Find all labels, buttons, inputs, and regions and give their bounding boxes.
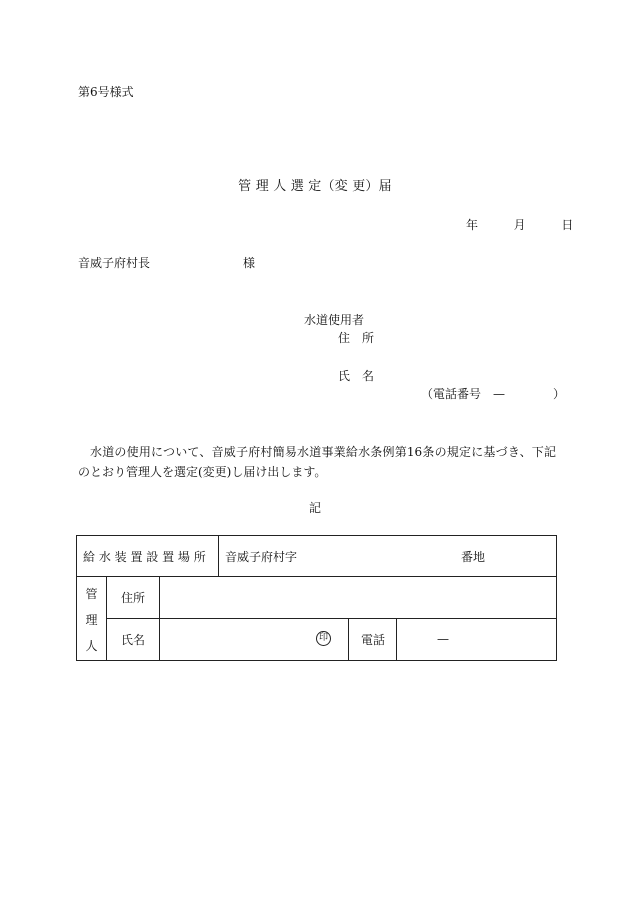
applicant-phone-line: （電話番号 — ）	[421, 387, 566, 401]
body-paragraph	[78, 442, 556, 482]
ki-heading: 記	[308, 501, 321, 515]
applicant-name-label: 氏 名	[338, 369, 375, 383]
manager-char: 人	[85, 638, 98, 653]
table-col-divider	[396, 618, 397, 660]
table-row-divider	[106, 618, 556, 619]
manager-label	[77, 577, 106, 661]
form-number: 第6号様式	[78, 85, 134, 99]
location-label: 給 水 装 置 設 置 場 所	[83, 549, 206, 564]
body-text: 水道の使用について、音威子府村簡易水道事業給水条例第16条の規定に基づき、下記のとおり管理人を選定(変更)し届け出します。	[78, 445, 556, 479]
table-row-divider	[77, 576, 556, 577]
seal-mark: 印	[316, 631, 331, 646]
table-col-divider	[106, 576, 107, 660]
applicant-address-label: 住 所	[338, 331, 375, 345]
honorific: 様	[243, 256, 256, 270]
manager-name-label: 氏名	[121, 632, 146, 647]
manager-char: 理	[85, 612, 98, 627]
table-col-divider	[159, 576, 160, 660]
table-col-divider	[348, 618, 349, 660]
banchi-label: 番地	[461, 549, 486, 564]
addressee: 音威子府村長	[78, 256, 151, 270]
applicant-heading: 水道使用者	[304, 313, 365, 327]
document-title: 管 理 人 選 定（変 更）届	[238, 179, 392, 194]
location-value: 音威子府村字	[225, 549, 298, 564]
date-year: 年	[466, 218, 479, 232]
table-col-divider	[218, 536, 219, 576]
date-day: 日	[561, 218, 574, 232]
manager-table	[76, 535, 557, 661]
manager-address-label: 住所	[121, 590, 146, 605]
date-line	[466, 219, 573, 231]
manager-char: 管	[85, 586, 98, 601]
date-month: 月	[513, 218, 526, 232]
manager-phone-label: 電話	[361, 632, 386, 647]
manager-phone-dash: —	[437, 632, 449, 646]
